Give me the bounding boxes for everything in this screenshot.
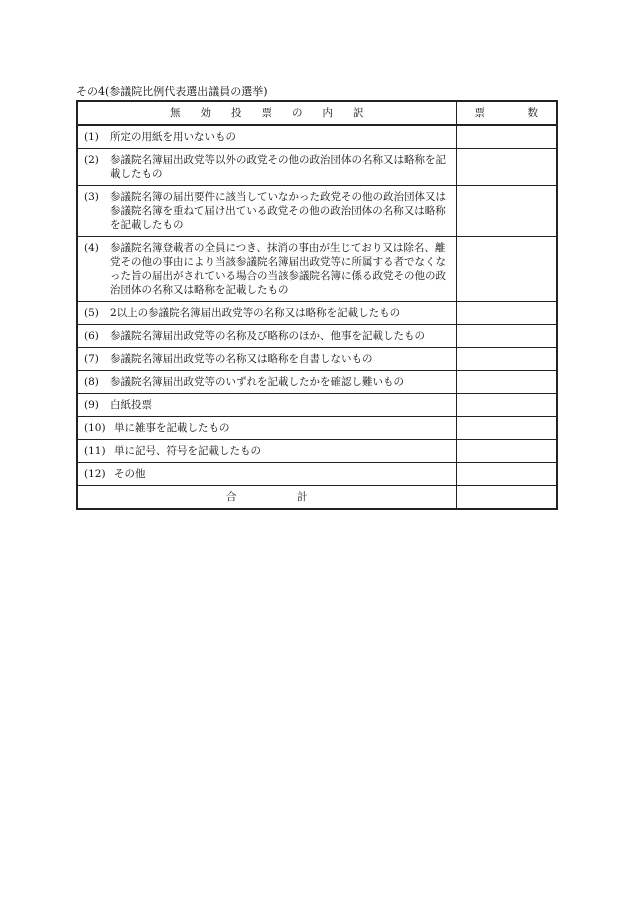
row-number: (12) <box>84 468 106 480</box>
row-description <box>77 394 456 417</box>
table-row <box>77 149 557 186</box>
total-votes-cell[interactable] <box>456 486 557 510</box>
row-votes-cell[interactable] <box>456 417 557 440</box>
row-text: 参議院名簿の届出要件に該当していなかった政党その他の政治団体又は参議院名簿を重ねて届け出ている政党その他の政治団体の名称又は略称を記載したもの <box>110 191 446 231</box>
row-description <box>77 371 456 394</box>
invalid-votes-table <box>76 100 558 510</box>
table-row <box>77 302 557 325</box>
header-char: 内 <box>322 107 333 119</box>
header-char: 効 <box>200 107 211 119</box>
header-char: 票 <box>474 107 485 119</box>
header-char: 訳 <box>353 107 364 119</box>
row-text: 単に雑事を記載したもの <box>114 422 230 434</box>
row-description <box>77 302 456 325</box>
table-row <box>77 186 557 237</box>
table-row <box>77 348 557 371</box>
row-text: 参議院名簿届出政党等のいずれを記載したかを確認し難いもの <box>110 376 404 388</box>
row-number: (11) <box>84 445 106 457</box>
row-text: その他 <box>114 468 146 480</box>
header-char: 数 <box>527 107 538 119</box>
table-row <box>77 417 557 440</box>
row-number: (6) <box>84 330 99 342</box>
total-label-cell <box>77 486 456 510</box>
row-text: 参議院名簿届出政党等の名称及び略称のほか、他事を記載したもの <box>110 330 425 342</box>
table-row <box>77 371 557 394</box>
row-votes-cell[interactable] <box>456 325 557 348</box>
row-votes-cell[interactable] <box>456 186 557 237</box>
row-votes-cell[interactable] <box>456 463 557 486</box>
row-text: 単に記号、符号を記載したもの <box>114 445 261 457</box>
row-description <box>77 186 456 237</box>
table-row <box>77 394 557 417</box>
table-header-row <box>77 101 557 125</box>
total-char: 合 <box>226 491 237 503</box>
row-text: 白紙投票 <box>110 399 152 411</box>
row-votes-cell[interactable] <box>456 371 557 394</box>
row-description <box>77 417 456 440</box>
row-votes-cell[interactable] <box>456 394 557 417</box>
table-row <box>77 440 557 463</box>
row-votes-cell[interactable] <box>456 237 557 302</box>
description-column-header <box>77 101 456 125</box>
table-row <box>77 325 557 348</box>
row-number: (9) <box>84 399 99 411</box>
total-char: 計 <box>297 491 308 503</box>
table-row <box>77 463 557 486</box>
row-text: 2以上の参議院名簿届出政党等の名称又は略称を記載したもの <box>110 307 401 319</box>
row-number: (1) <box>84 131 99 143</box>
row-text: 所定の用紙を用いないもの <box>110 131 236 143</box>
row-text: 参議院名簿届出政党等以外の政党その他の政治団体の名称又は略称を記載したもの <box>110 154 446 180</box>
row-number: (2) <box>84 154 99 166</box>
row-number: (10) <box>84 422 106 434</box>
header-char: 票 <box>261 107 272 119</box>
row-description <box>77 325 456 348</box>
row-votes-cell[interactable] <box>456 348 557 371</box>
row-description <box>77 440 456 463</box>
row-text: 参議院名簿登載者の全員につき、抹消の事由が生じており又は除名、離党その他の事由により当該参議院名簿届出政党等に所属する者でなくなった旨の届出がされている場合の当該参議院名簿に係る政党その他の政治団体の名称又は略称を記載したもの <box>110 242 446 296</box>
row-description <box>77 463 456 486</box>
total-row <box>77 486 557 510</box>
row-number: (8) <box>84 376 99 388</box>
row-votes-cell[interactable] <box>456 149 557 186</box>
row-description <box>77 149 456 186</box>
form-caption: その4(参議院比例代表選出議員の選挙) <box>76 85 268 98</box>
table-row <box>77 237 557 302</box>
table-row <box>77 125 557 149</box>
row-number: (5) <box>84 307 99 319</box>
row-description <box>77 348 456 371</box>
row-description <box>77 237 456 302</box>
row-text: 参議院名簿届出政党等の名称又は略称を自書しないもの <box>110 353 373 365</box>
row-votes-cell[interactable] <box>456 125 557 149</box>
header-char: 投 <box>231 107 242 119</box>
row-votes-cell[interactable] <box>456 302 557 325</box>
header-char: 無 <box>170 107 181 119</box>
votes-column-header <box>456 101 557 125</box>
row-number: (4) <box>84 242 99 254</box>
header-char: の <box>292 107 303 119</box>
row-number: (3) <box>84 191 99 203</box>
row-number: (7) <box>84 353 99 365</box>
row-votes-cell[interactable] <box>456 440 557 463</box>
row-description <box>77 125 456 149</box>
